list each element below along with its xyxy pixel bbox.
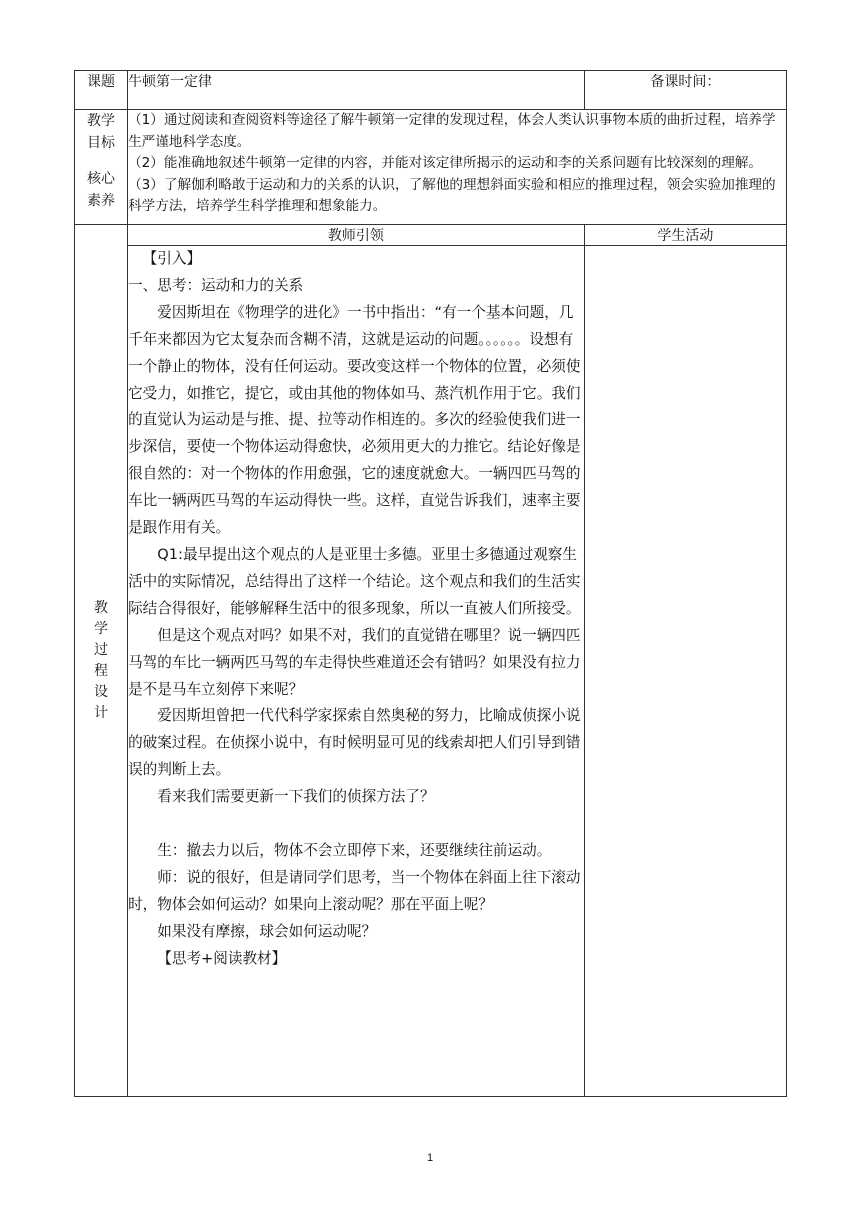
subject-label: 课题: [87, 74, 116, 90]
goals-label-cell: [75, 110, 128, 225]
student-header: 学生活动: [657, 228, 714, 244]
paragraph-update-method: 看来我们需要更新一下我们的侦探方法了？: [157, 788, 435, 806]
section-heading: 一、思考：运动和力的关系: [128, 276, 304, 294]
process-label-char-6: 计: [94, 704, 109, 721]
process-label-char-1: 教: [94, 599, 109, 616]
subject-row: [75, 71, 787, 110]
intro-heading: 【引入】: [142, 250, 202, 267]
process-label-char-4: 程: [94, 662, 109, 679]
goals-label-line-4: 素养: [87, 193, 116, 209]
subject-label-cell: [75, 71, 128, 110]
goal-item-2: （2）能准确地叙述牛顿第一定律的内容，并能对该定律所揭示的运动和李的关系问题有比较深刻的理解。: [128, 155, 763, 171]
goals-label-line-2: 目标: [87, 135, 116, 151]
paragraph-no-friction: 如果没有摩擦，球会如何运动呢？: [157, 922, 377, 940]
paragraph-question: 但是这个观点对吗？如果不对，我们的直觉错在哪里？说一辆四匹马驾的车比一辆两匹马驾的车走得快些难道还会有错吗？如果没有拉力是不是马车立刻停下来呢？: [128, 626, 581, 698]
student-header-cell: [584, 225, 786, 246]
process-label-char-3: 过: [94, 641, 109, 658]
student-activity-cell: [584, 246, 786, 1097]
think-read-heading: 【思考+阅读教材】: [157, 949, 287, 967]
teacher-content-cell: [128, 246, 585, 1097]
goal-item-3: （3）了解伽利略敢于运动和力的关系的认识，了解他的理想斜面实验和相应的推理过程，领会实验加推理的科学方法，培养学生科学推理和想象能力。: [128, 176, 776, 214]
paragraph-detective: 爱因斯坦曾把一代代科学家探索自然奥秘的努力，比喻成侦探小说的破案过程。在侦探小说中，有时候明显可见的线索却把人们引导到错误的判断上去。: [128, 707, 581, 779]
subject-cell: [128, 71, 585, 110]
teacher-header-cell: [128, 225, 585, 246]
paragraph-student-answer: 生：撤去力以后，物体不会立即停下来，还要继续往前运动。: [157, 841, 552, 859]
process-label-char-5: 设: [94, 683, 109, 700]
subject-title: 牛顿第一定律: [128, 74, 213, 90]
prep-time-cell: [584, 71, 786, 110]
goals-label-line-1: 教学: [87, 113, 116, 129]
process-label-char-2: 学: [94, 620, 109, 637]
prep-time-label: 备课时间：: [650, 74, 721, 90]
process-body-row: [75, 246, 787, 1097]
page-number: 1: [426, 1152, 434, 1164]
process-label-cell: [75, 225, 128, 1097]
goals-label-line-3: 核心: [87, 171, 116, 187]
process-header-row: [75, 225, 787, 246]
goals-text-cell: [128, 110, 787, 225]
teacher-header: 教师引领: [327, 228, 384, 244]
paragraph-teacher-question: 师：说的很好，但是请同学们思考，当一个物体在斜面上往下滚动时，物体会如何运动？如果向上滚动呢？那在平面上呢？: [128, 868, 581, 913]
goals-row: [75, 110, 787, 225]
paragraph-q1: Q1:最早提出这个观点的人是亚里士多德。亚里士多德通过观察生活中的实际情况，总结得出了这样一个结论。这个观点和我们的生活实际结合得很好，能够解释生活中的很多现象，所以一直被人们所接受。: [128, 545, 581, 617]
lesson-plan-table: [74, 70, 787, 1097]
paragraph-einstein-quote: 爱因斯坦在《物理学的进化》一书中指出：“有一个基本问题，几千年来都因为它太复杂而含糊不清，这就是运动的问题。。。。。。设想有一个静止的物体，没有任何运动。要改变这样一个物体的位置，必须使它受力，如推它，提它，或由其他的物体如马、蒸汽机作用于它。我们的直觉认为运动是与推、提、拉等动作相连的。多次的经验使我们进一步深信，要使一个物体运动得愈快，必须用更大的力推它。结论好像是很自然的：对一个物体的作用愈强，它的速度就愈大。一辆四匹马驾的车比一辆两匹马驾的车运动得快一些。这样，直觉告诉我们，速率主要是跟作用有关。: [128, 303, 581, 537]
goal-item-1: （1）通过阅读和查阅资料等途径了解牛顿第一定律的发现过程，体会人类认识事物本质的曲折过程，培养学生严谨地科学态度。: [128, 112, 776, 150]
